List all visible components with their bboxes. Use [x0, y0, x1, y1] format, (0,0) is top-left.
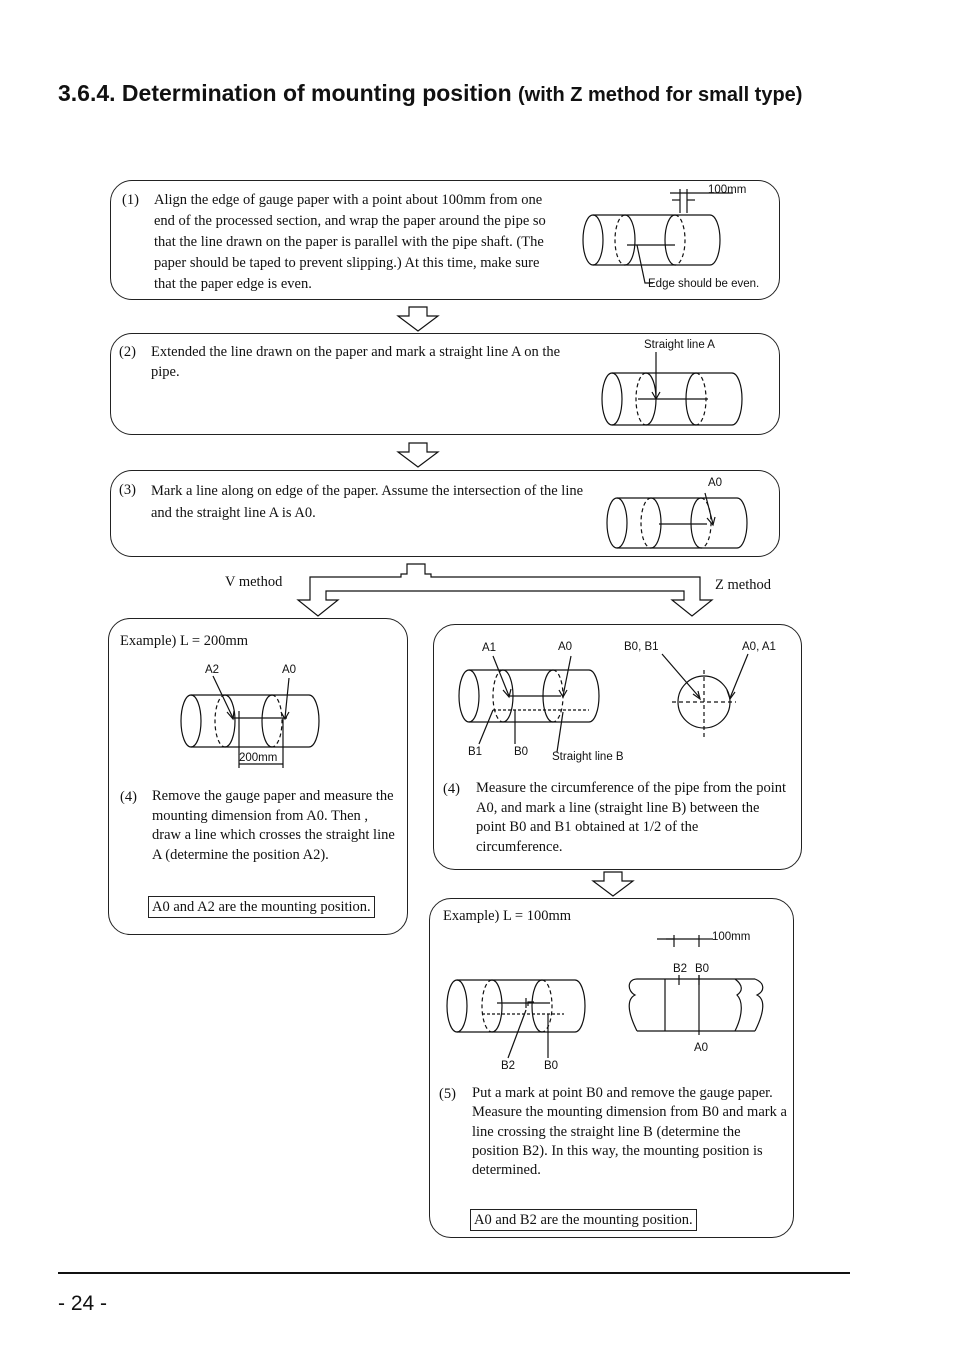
step2-pipe-diagram: [598, 352, 748, 432]
z2-dim-label: 100mm: [712, 931, 751, 943]
z2-mounting-note: A0 and B2 are the mounting position.: [470, 1209, 697, 1231]
v-label-a0: A0: [282, 664, 297, 676]
v-mounting-note: A0 and A2 are the mounting position.: [148, 896, 375, 918]
v-method-label: V method: [225, 574, 283, 590]
z2-label-a0: A0: [694, 1042, 709, 1054]
v-pipe-diagram: [177, 676, 327, 771]
z-label-a0a1: A0, A1: [742, 641, 776, 653]
v-method-box: [108, 618, 408, 935]
v-example-label: Example) L = 200mm: [120, 633, 249, 649]
z-label-b1: B1: [468, 746, 483, 758]
v-step-number: (4): [120, 789, 137, 805]
down-arrow-1: [397, 306, 441, 332]
z-method-label: Z method: [715, 577, 771, 593]
z-cross-section-diagram: [660, 652, 780, 742]
footer-rule: [58, 1272, 850, 1274]
step2-number: (2): [119, 344, 136, 360]
down-arrow-2: [397, 442, 441, 468]
step3-text: Mark a line along on edge of the paper. Assume the intersection of the line and the straight line A is A0.: [151, 483, 584, 521]
z2-label-b0-bottom: B0: [544, 1060, 559, 1072]
step1-dim-label: 100mm: [708, 184, 747, 196]
z2-step-number: (5): [439, 1086, 456, 1102]
title-main: 3.6.4. Determination of mounting position: [58, 80, 512, 106]
z2-pipe-diagram: [442, 970, 592, 1065]
step1-text: Align the edge of gauge paper with a point about 100mm from one end of the processed section, and wrap the paper around the pipe so that the line drawn on the paper is parallel with the pipe shaft. (The paper should be taped to prevent slipping.) At this time, make sure that the paper edge is even.: [154, 192, 546, 292]
v-step-text: Remove the gauge paper and measure the mounting dimension from A0. Then , draw a line which crosses the straight line A (determine the position A2).: [152, 788, 395, 863]
step2-text: Extended the line drawn on the paper and mark a straight line A on the pipe.: [151, 344, 561, 380]
step1-pipe-diagram: [575, 185, 775, 295]
step1-edge-label: Edge should be even.: [648, 278, 760, 290]
step2-line-label: Straight line A: [644, 339, 715, 351]
v-dim-label: 200mm: [239, 752, 278, 764]
z2-label-b2-bottom: B2: [501, 1060, 516, 1072]
z-line-label: Straight line B: [552, 751, 624, 763]
z-step-number: (4): [443, 781, 460, 797]
title-sub: (with Z method for small type): [518, 84, 803, 106]
step3-pipe-diagram: [603, 488, 753, 558]
page-title: [58, 80, 802, 107]
z2-label-b0-top: B0: [695, 963, 710, 975]
z2-step-text: Put a mark at point B0 and remove the gauge paper. Measure the mounting dimension from B0 and mark a line crossing the straight line B (determine the position B2). In this way, the mounting position is determined.: [472, 1085, 787, 1179]
page-number: - 24 -: [58, 1292, 108, 1315]
z2-label-b2-top: B2: [673, 963, 688, 975]
z2-example-label: Example) L = 100mm: [443, 908, 572, 924]
step1-number: (1): [122, 192, 139, 208]
v-label-a2: A2: [205, 664, 220, 676]
step3-point-label: A0: [708, 477, 723, 489]
z2-flat-diagram: [625, 935, 770, 1045]
branch-arrow: [288, 563, 743, 618]
step3-number: (3): [119, 482, 136, 498]
z-label-b0b1: B0, B1: [624, 641, 659, 653]
z-step-text: Measure the circumference of the pipe from the point A0, and mark a line (straight line B) between the point B0 and B1 obtained at 1/2 of the circumference.: [476, 780, 787, 855]
z-pipe-diagram: [455, 652, 615, 752]
z-label-a0: A0: [558, 641, 573, 653]
z-label-a1: A1: [482, 642, 497, 654]
z-label-b0: B0: [514, 746, 529, 758]
down-arrow-3: [592, 871, 636, 897]
